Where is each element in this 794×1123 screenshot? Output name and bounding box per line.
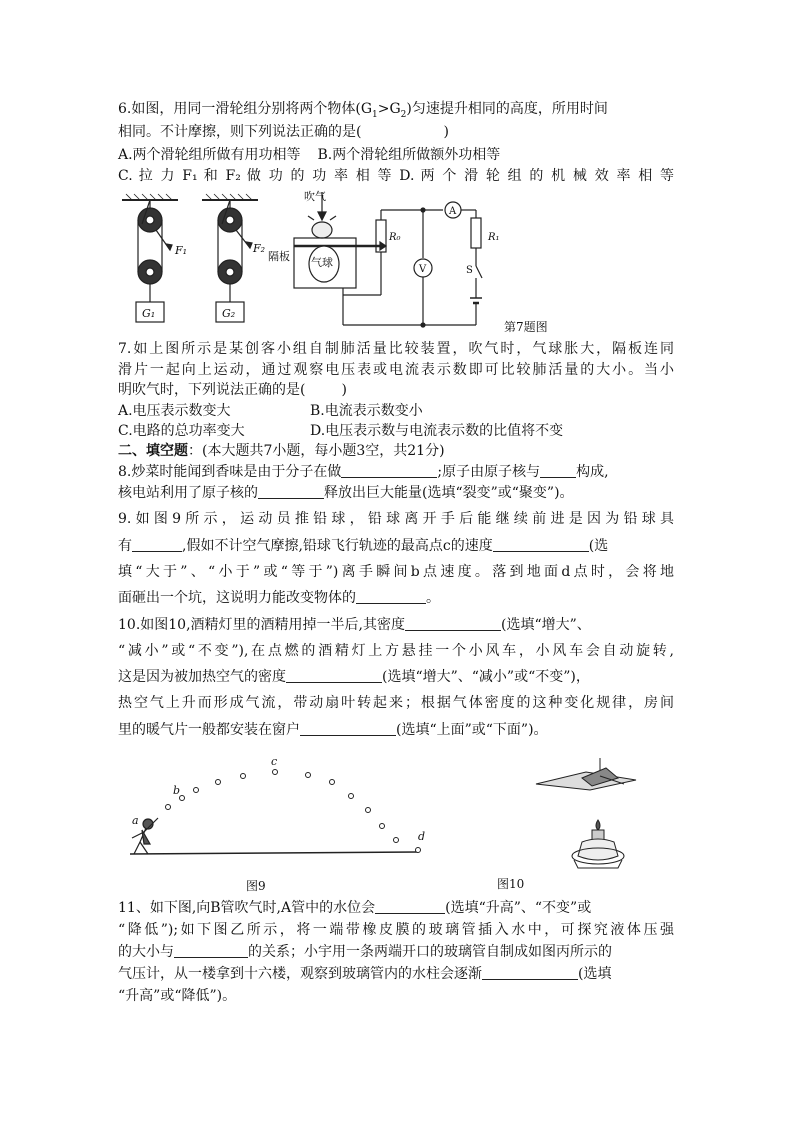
section-title: 二、填空题: [118, 443, 188, 459]
q8-line1: [118, 462, 609, 482]
q7-options-cd: [118, 421, 563, 441]
q9-text: 面砸出一个坑，这说明力能改变物体的: [118, 590, 356, 606]
answer-blank[interactable]: [258, 484, 324, 499]
q6-text: 6.如图，用同一滑轮组分别将两个物体(G: [118, 101, 373, 117]
option-c: C.电路的总功率变大: [118, 423, 245, 439]
option-b: B.电流表示数变小: [310, 403, 423, 419]
q10-text: (选填“增大”、: [500, 617, 591, 633]
section-subtitle: ：(本大题共7小题，每小题3空，共21分): [188, 443, 445, 459]
figure-9-shot-put: [118, 752, 448, 862]
q11-text: 气压计，从一楼拿到十六楼，观察到玻璃管内的水柱会逐渐: [118, 966, 482, 982]
q10-line5: [118, 720, 548, 740]
q10-text: (选填“上面”或“下面”)。: [396, 722, 548, 738]
q10-line4: 热空气上升而形成气流，带动扇叶转起来；根据气体密度的这种变化规律，房间: [118, 695, 674, 711]
q6-text: )匀速提升相同的高度，所用时间: [406, 101, 608, 117]
answer-blank[interactable]: [482, 965, 578, 980]
point-c-label: c: [271, 755, 278, 768]
ammeter-label: A: [449, 206, 457, 217]
q8-text: 构成,: [576, 464, 609, 480]
label-baffle: 隔板: [268, 250, 290, 263]
q9-line1: 9.如图9所示，运动员推铅球，铅球离开手后能继续前进是因为铅球具: [118, 511, 674, 527]
q9-text: (选: [588, 538, 609, 554]
q11-line3: [118, 942, 612, 962]
caption-fig7: 第7题图: [504, 320, 548, 334]
q11-line5: “升高”或“降低”)。: [118, 988, 237, 1004]
answer-blank[interactable]: [300, 721, 396, 736]
lung-capacity-device: [294, 192, 386, 288]
point-d-label: d: [418, 830, 426, 843]
q6-options-ab: [118, 145, 500, 165]
q7-text: ): [341, 382, 347, 398]
label-r1: R₁: [488, 232, 500, 243]
circuit: [343, 202, 482, 327]
label-g1: G₁: [142, 307, 156, 320]
option-a: A.电压表示数变大: [118, 403, 231, 419]
answer-blank[interactable]: [341, 463, 437, 478]
q11-line4: [118, 964, 611, 984]
label-blow: 吹气: [304, 190, 326, 203]
option-a: A.两个滑轮组所做有用功相等: [118, 147, 301, 163]
q6-text: ): [443, 124, 449, 140]
label-f1: F₁: [175, 244, 188, 257]
q7-line3: [118, 380, 347, 400]
voltmeter-label: V: [419, 264, 427, 275]
q7-line2: 滑片一起向上运动，通过观察电压表或电流表示数即可比较肺活量的大小。当小: [118, 362, 674, 378]
label-g2: G₂: [222, 307, 236, 320]
answer-blank[interactable]: [286, 668, 382, 683]
q6-text: 相同。不计摩擦，则下列说法正确的是(: [118, 124, 362, 140]
answer-blank[interactable]: [132, 537, 182, 552]
q7-line1: 7.如上图所示是某创客小组自制肺活量比较装置，吹气时，气球胀大，隔板连同: [118, 341, 674, 357]
q11-text: 的大小与: [118, 944, 174, 960]
point-a-label: a: [132, 814, 139, 827]
q11-text: (选填: [578, 966, 612, 982]
q10-line2: “减小”或“不变”),在点燃的酒精灯上方悬挂一个小风车，小风车会自动旋转,: [118, 643, 674, 659]
option-d: D.电压表示数与电流表示数的比值将不变: [310, 423, 564, 439]
answer-blank[interactable]: [174, 943, 248, 958]
q9-line2: [118, 536, 608, 556]
label-f2: F₂: [253, 242, 266, 255]
pulley-system-2: [202, 194, 258, 322]
pulley-and-circuit-figures: [118, 190, 678, 336]
trajectory-points: [166, 770, 421, 853]
q8-line2: [118, 483, 574, 503]
q6-line2: [118, 122, 449, 142]
q7-options-ab: [118, 401, 423, 421]
q8-text: 8.炒菜时能闻到香味是由于分子在做: [118, 464, 342, 480]
pulley-system-1: [122, 194, 178, 322]
label-r0: R₀: [389, 232, 401, 243]
caption-fig10: 图10: [497, 877, 525, 891]
option-b: B.两个滑轮组所做额外功相等: [317, 147, 501, 163]
q8-text: 释放出巨大能量(选填“裂变”或“聚变”)。: [324, 485, 574, 501]
q11-text: 11、如下图,向B管吹气时,A管中的水位会: [118, 900, 376, 916]
q10-text: (选填“增大”、“减小”或“不变”)，: [382, 669, 590, 685]
answer-blank[interactable]: [356, 589, 426, 604]
q10-text: 里的暖气片一般都安装在窗户: [118, 722, 300, 738]
answer-blank[interactable]: [540, 463, 576, 478]
q9-text: 。: [426, 590, 440, 606]
answer-blank[interactable]: [375, 899, 445, 914]
q11-line2: “降低”);如下图乙所示，将一端带橡皮膜的玻璃管插入水中，可探究液体压强: [118, 922, 674, 938]
subscript: 1: [372, 109, 378, 120]
q11-text: 的关系；小宇用一条两端开口的玻璃管自制成如图丙所示的: [248, 944, 612, 960]
q9-line4: [118, 588, 440, 608]
q8-text: 核电站利用了原子核的: [118, 485, 258, 501]
subscript: 2: [400, 109, 407, 120]
figure-10-alcohol-lamp: [526, 756, 646, 876]
label-switch: S: [466, 265, 473, 276]
point-b-label: b: [173, 784, 181, 797]
q8-text: ;原子由原子核与: [437, 464, 541, 480]
q9-text: ,假如不计空气摩擦,铅球飞行轨迹的最高点c的速度: [182, 538, 493, 554]
q6-text: >G: [377, 101, 401, 117]
q11-text: (选填“升高”、“不变”或: [445, 900, 592, 916]
q6-line1: [118, 99, 608, 125]
answer-blank[interactable]: [493, 537, 589, 552]
q9-line3: 填“大于”、“小于”或“等于”)离手瞬间b点速度。落到地面d点时，会将地: [118, 564, 674, 580]
label-balloon: 气球: [311, 256, 333, 269]
section-heading: [118, 441, 445, 461]
q10-text: 10.如图10,酒精灯里的酒精用掉一半后,其密度: [118, 617, 405, 633]
q9-text: 有: [118, 538, 132, 554]
q10-line3: [118, 667, 590, 687]
q10-line1: [118, 615, 591, 635]
q6-options-cd: C. 拉 力 F₁ 和 F₂ 做 功 的 功 率 相 等 D. 两 个 滑 轮 组 的 机 械 效 率 相 等: [118, 168, 674, 184]
answer-blank[interactable]: [405, 616, 501, 631]
q11-line1: [118, 898, 591, 918]
q7-text: 明吹气时，下列说法正确的是(: [118, 382, 306, 398]
caption-fig9: 图9: [246, 879, 266, 893]
answer-blank[interactable]: [361, 124, 443, 138]
q10-text: 这是因为被加热空气的密度: [118, 669, 286, 685]
